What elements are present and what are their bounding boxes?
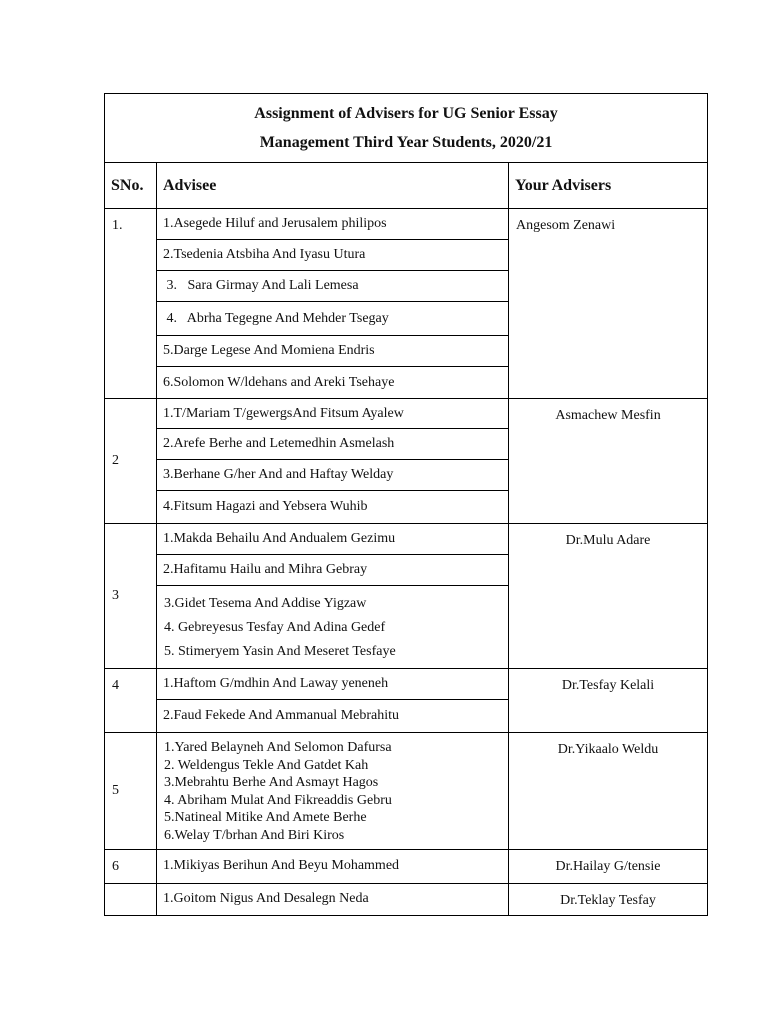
advisee-item: 2.Arefe Berhe and Letemedhin Asmelash xyxy=(157,429,508,460)
advisee-item: 5. Stimeryem Yasin And Meseret Tesfaye xyxy=(164,644,396,659)
advisee-item: 1.T/Mariam T/gewergsAnd Fitsum Ayalew xyxy=(157,399,508,429)
table-row xyxy=(105,669,708,733)
advisee-item: 2.Faud Fekede And Ammanual Mebrahitu xyxy=(163,708,400,723)
advisee-list xyxy=(157,733,509,850)
group-adviser: Dr.Teklay Tesfay xyxy=(509,883,708,915)
group-adviser: Dr.Yikaalo Weldu xyxy=(509,733,708,850)
table-row xyxy=(105,209,708,399)
advisee-item: 6.Welay T/brhan And Biri Kiros xyxy=(164,827,345,843)
group-sno xyxy=(105,883,157,915)
advisee-item: 3.Berhane G/her And and Haftay Welday xyxy=(157,460,508,491)
advisee-list xyxy=(157,883,509,915)
advisee-multi xyxy=(157,733,508,849)
advisee-list xyxy=(157,524,509,669)
advisee-item: 6.Solomon W/ldehans and Areki Tsehaye xyxy=(163,374,395,390)
group-sno: 2 xyxy=(105,399,157,524)
table-row xyxy=(105,399,708,524)
table-row xyxy=(105,524,708,669)
advisee-item: 4.Fitsum Hagazi and Yebsera Wuhib xyxy=(163,499,368,514)
advisee-multi xyxy=(157,586,508,668)
advisee-item: 3.Gidet Tesema And Addise Yigzaw xyxy=(164,596,367,611)
advisee-item: 4. Gebreyesus Tesfay And Adina Gedef xyxy=(164,620,386,635)
title-line-2: Management Third Year Students, 2020/21 xyxy=(259,134,553,151)
advisee-item: 2.Hafitamu Hailu and Mihra Gebray xyxy=(157,555,508,586)
group-sno: 3 xyxy=(105,524,157,669)
table-row xyxy=(105,849,708,883)
table-row xyxy=(105,733,708,850)
table-title xyxy=(105,94,708,163)
advisee-item: 1.Mikiyas Berihun And Beyu Mohammed xyxy=(163,858,400,874)
group-adviser: Dr.Tesfay Kelali xyxy=(509,669,708,733)
group-sno: 1. xyxy=(105,209,157,399)
header-advisers: Your Advisers xyxy=(509,163,708,209)
advisee-item: 1.Asegede Hiluf and Jerusalem philipos xyxy=(157,209,508,240)
group-sno: 4 xyxy=(105,669,157,733)
group-sno: 6 xyxy=(105,849,157,883)
advisee-list xyxy=(157,399,509,524)
group-adviser: Asmachew Mesfin xyxy=(509,399,708,524)
advisee-list xyxy=(157,669,509,733)
advisee-list xyxy=(157,209,509,399)
header-row xyxy=(105,163,708,209)
advisee-item: 2. Weldengus Tekle And Gatdet Kah xyxy=(164,757,369,773)
advisee-item: 5.Natineal Mitike And Amete Berhe xyxy=(164,810,367,826)
advisee-item: 1.Haftom G/mdhin And Laway yeneneh xyxy=(157,669,508,700)
advisee-item: 1.Makda Behailu And Andualem Gezimu xyxy=(157,524,508,555)
group-adviser: Dr.Mulu Adare xyxy=(509,524,708,669)
advisee-item: 5.Darge Legese And Momiena Endris xyxy=(157,336,508,367)
advisee-item: 2.Tsedenia Atsbiha And Iyasu Utura xyxy=(157,240,508,271)
header-advisee: Advisee xyxy=(157,163,509,209)
advisee-item: 4. Abriham Mulat And Fikreaddis Gebru xyxy=(164,792,392,808)
group-adviser: Dr.Hailay G/tensie xyxy=(509,849,708,883)
advisee-item: 1.Yared Belayneh And Selomon Dafursa xyxy=(164,740,392,755)
advisee-item: 4. Abrha Tegegne And Mehder Tsegay xyxy=(157,302,508,336)
table-row xyxy=(105,883,708,915)
group-adviser: Angesom Zenawi xyxy=(509,209,708,399)
advisee-item: 1.Goitom Nigus And Desalegn Neda xyxy=(163,891,369,907)
advisee-item: 3. Sara Girmay And Lali Lemesa xyxy=(157,271,508,302)
advisers-table xyxy=(104,93,708,916)
header-sno: SNo. xyxy=(105,163,157,209)
group-sno: 5 xyxy=(105,733,157,850)
advisee-list xyxy=(157,849,509,883)
title-line-1: Assignment of Advisers for UG Senior Essay xyxy=(254,105,558,122)
advisee-item: 3.Mebrahtu Berhe And Asmayt Hagos xyxy=(164,775,379,791)
